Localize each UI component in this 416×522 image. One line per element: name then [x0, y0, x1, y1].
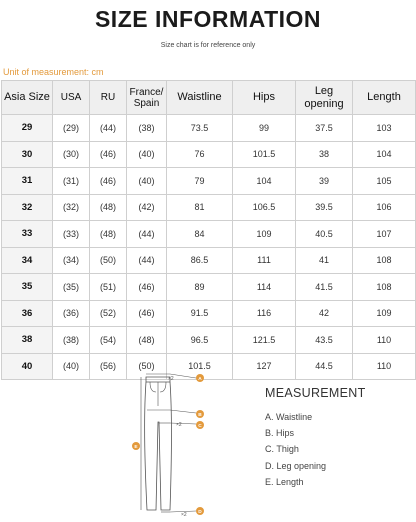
table-row [2, 300, 416, 327]
table-row [2, 274, 416, 301]
table-cell: (40) [127, 141, 167, 168]
table-cell: (46) [127, 300, 167, 327]
table-cell: 109 [353, 300, 416, 327]
table-cell: (31) [53, 168, 90, 195]
table-cell: (44) [127, 221, 167, 248]
table-row [2, 115, 416, 142]
size-table [1, 80, 416, 380]
table-cell: 110 [353, 327, 416, 354]
table-cell: 91.5 [167, 300, 233, 327]
table-cell: 39 [296, 168, 353, 195]
table-cell: (48) [90, 221, 127, 248]
label-b: B [198, 412, 202, 418]
asia-size-cell: 30 [2, 141, 53, 168]
table-cell: 84 [167, 221, 233, 248]
table-cell: (40) [53, 353, 90, 380]
table-cell: 114 [233, 274, 296, 301]
table-cell: 99 [233, 115, 296, 142]
asia-size-cell: 35 [2, 274, 53, 301]
table-cell: 127 [233, 353, 296, 380]
table-cell: (42) [127, 194, 167, 221]
table-cell: (48) [127, 327, 167, 354]
asia-size-cell: 29 [2, 115, 53, 142]
label-a: A [198, 376, 202, 382]
table-cell: (46) [127, 274, 167, 301]
pants-diagram [126, 370, 226, 520]
page-subtitle: Size chart is for reference only [160, 42, 256, 49]
table-cell: 106.5 [233, 194, 296, 221]
measurement-item: E. Length [265, 476, 304, 487]
table-body [2, 115, 416, 380]
page-title: SIZE INFORMATION [94, 6, 322, 32]
table-cell: 101.5 [233, 141, 296, 168]
column-header: Leg opening [296, 81, 353, 115]
table-cell: 79 [167, 168, 233, 195]
table-cell: 38 [296, 141, 353, 168]
asia-size-cell: 33 [2, 221, 53, 248]
table-cell: (33) [53, 221, 90, 248]
column-header: Hips [233, 81, 296, 115]
table-cell: (50) [127, 353, 167, 380]
table-cell: (52) [90, 300, 127, 327]
label-d: D [198, 509, 202, 515]
times2-label: ×2 [181, 512, 187, 518]
table-cell: (32) [53, 194, 90, 221]
table-cell: (48) [90, 194, 127, 221]
column-header: Length [353, 81, 416, 115]
column-header: Asia Size [2, 81, 53, 115]
table-cell: (46) [90, 168, 127, 195]
table-cell: 86.5 [167, 247, 233, 274]
table-cell: 103 [353, 115, 416, 142]
asia-size-cell: 40 [2, 353, 53, 380]
table-cell: (30) [53, 141, 90, 168]
table-row [2, 221, 416, 248]
table-cell: 108 [353, 274, 416, 301]
table-cell: 40.5 [296, 221, 353, 248]
table-cell: 111 [233, 247, 296, 274]
table-header-row [2, 81, 416, 115]
measurement-item: A. Waistline [265, 412, 313, 422]
table-cell: (38) [53, 327, 90, 354]
table-cell: 107 [353, 221, 416, 248]
table-cell: (36) [53, 300, 90, 327]
label-c: C [198, 423, 202, 429]
table-cell: 109 [233, 221, 296, 248]
measurement-item: C. Thigh [265, 444, 299, 455]
asia-size-cell: 36 [2, 300, 53, 327]
table-cell: 105 [353, 168, 416, 195]
table-cell: 104 [233, 168, 296, 195]
column-header: Waistline [167, 81, 233, 115]
table-cell: 42 [296, 300, 353, 327]
asia-size-cell: 31 [2, 168, 53, 195]
table-cell: (54) [90, 327, 127, 354]
column-header: RU [90, 81, 127, 115]
times2-label: ×2 [168, 376, 174, 382]
table-cell: 89 [167, 274, 233, 301]
asia-size-cell: 34 [2, 247, 53, 274]
table-cell: (44) [127, 247, 167, 274]
table-cell: (50) [90, 247, 127, 274]
asia-size-cell: 32 [2, 194, 53, 221]
column-header: USA [53, 81, 90, 115]
table-cell: 116 [233, 300, 296, 327]
table-cell: (56) [90, 353, 127, 380]
table-cell: 101.5 [167, 353, 233, 380]
table-cell: (38) [127, 115, 167, 142]
table-cell: (34) [53, 247, 90, 274]
times2-label: ×2 [176, 422, 182, 428]
table-cell: 110 [353, 353, 416, 380]
table-cell: (29) [53, 115, 90, 142]
table-cell: 104 [353, 141, 416, 168]
measurement-item: B. Hips [265, 428, 295, 439]
table-cell: 121.5 [233, 327, 296, 354]
table-row [2, 141, 416, 168]
table-cell: 73.5 [167, 115, 233, 142]
table-cell: 44.5 [296, 353, 353, 380]
table-cell: 41 [296, 247, 353, 274]
table-cell: 106 [353, 194, 416, 221]
unit-note: Unit of measurement: cm [3, 67, 104, 77]
column-header: France/ Spain [127, 81, 167, 115]
table-cell: 37.5 [296, 115, 353, 142]
table-cell: 76 [167, 141, 233, 168]
measurement-list [265, 409, 326, 490]
table-cell: 81 [167, 194, 233, 221]
measurement-title: MEASUREMENT [265, 386, 366, 400]
asia-size-cell: 38 [2, 327, 53, 354]
table-cell: 43.5 [296, 327, 353, 354]
table-row [2, 168, 416, 195]
measurement-item: D. Leg opening [265, 460, 327, 471]
table-cell: 96.5 [167, 327, 233, 354]
table-row [2, 194, 416, 221]
table-cell: (35) [53, 274, 90, 301]
table-cell: 39.5 [296, 194, 353, 221]
table-cell: (44) [90, 115, 127, 142]
table-row [2, 247, 416, 274]
table-cell: (40) [127, 168, 167, 195]
table-row [2, 327, 416, 354]
table-cell: 41.5 [296, 274, 353, 301]
table-cell: (51) [90, 274, 127, 301]
label-e: E [134, 444, 138, 450]
table-cell: 108 [353, 247, 416, 274]
table-cell: (46) [90, 141, 127, 168]
